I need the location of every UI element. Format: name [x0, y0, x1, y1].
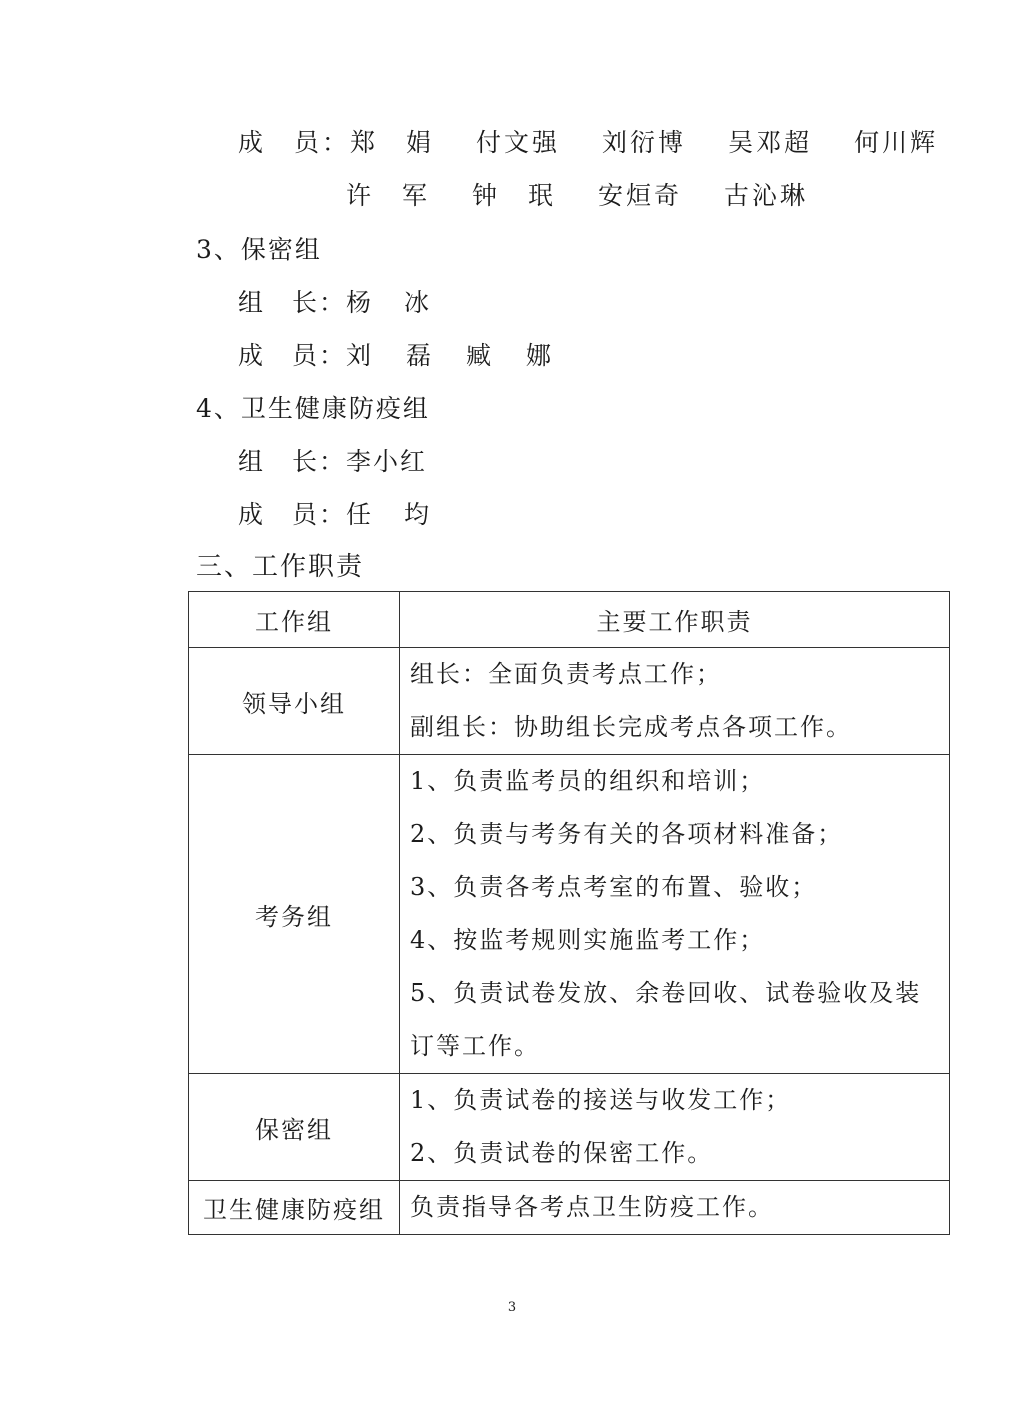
group-name-cell: 领导小组	[189, 648, 400, 755]
duty-line: 订等工作。	[410, 1032, 540, 1060]
duty-line: 1、负责试卷的接送与收发工作；	[410, 1086, 792, 1114]
table-row	[189, 1074, 950, 1181]
duties-cell	[400, 1074, 950, 1181]
group3-leader-line	[238, 288, 433, 318]
duty-line: 4、按监考规则实施监考工作；	[410, 926, 766, 954]
section-heading: 三、工作职责	[196, 552, 365, 582]
members-names: 任 均	[346, 500, 434, 529]
leader-label: 组 长：	[238, 447, 347, 476]
table-row	[189, 648, 950, 755]
members-label: 成 员：	[238, 500, 347, 529]
members-names: 刘 磊 臧 娜	[346, 341, 557, 370]
member-name: 何川辉	[854, 128, 939, 157]
member-name: 郑 娟	[350, 128, 435, 157]
group4-title: 4、卫生健康防疫组	[196, 394, 430, 423]
members-label: 成 员：	[238, 128, 351, 157]
table-header-row	[189, 592, 950, 648]
members-label: 成 员：	[238, 341, 347, 370]
member-name: 安烜奇	[598, 181, 683, 210]
duty-line: 5、负责试卷发放、余卷回收、试卷验收及装	[410, 979, 922, 1007]
member-name: 付文强	[476, 128, 561, 157]
duty-line: 3、负责各考点考室的布置、验收；	[410, 873, 818, 901]
duty-line: 组长：全面负责考点工作；	[410, 660, 722, 688]
member-name: 钟 珉	[472, 181, 557, 210]
leader-name: 李小红	[346, 447, 428, 476]
member-name: 古沁琳	[724, 181, 809, 210]
duty-line: 负责指导各考点卫生防疫工作。	[410, 1193, 774, 1221]
duties-cell	[400, 755, 950, 1074]
group2-members-row2	[346, 181, 850, 211]
leader-name: 杨 冰	[346, 288, 434, 317]
group4-leader-line	[238, 447, 427, 477]
group2-members-row1	[238, 128, 980, 158]
member-name: 吴邓超	[728, 128, 813, 157]
column-header: 工作组	[189, 592, 400, 648]
page-number: 3	[507, 1300, 517, 1315]
member-name: 刘衍博	[602, 128, 687, 157]
group-name-cell: 卫生健康防疫组	[189, 1181, 400, 1235]
group-name-cell: 保密组	[189, 1074, 400, 1181]
group4-members-line	[238, 500, 433, 530]
group3-members-line	[238, 341, 556, 371]
table-row	[189, 755, 950, 1074]
duties-table	[188, 591, 950, 1235]
duties-cell	[400, 648, 950, 755]
duty-line: 副组长：协助组长完成考点各项工作。	[410, 713, 852, 741]
group-name-cell: 考务组	[189, 755, 400, 1074]
duties-cell	[400, 1181, 950, 1235]
leader-label: 组 长：	[238, 288, 347, 317]
column-header: 主要工作职责	[400, 592, 950, 648]
table-row	[189, 1181, 950, 1235]
duty-line: 1、负责监考员的组织和培训；	[410, 767, 766, 795]
group3-title: 3、保密组	[196, 235, 322, 264]
duty-line: 2、负责与考务有关的各项材料准备；	[410, 820, 844, 848]
member-name: 许 军	[346, 181, 431, 210]
duty-line: 2、负责试卷的保密工作。	[410, 1139, 714, 1167]
